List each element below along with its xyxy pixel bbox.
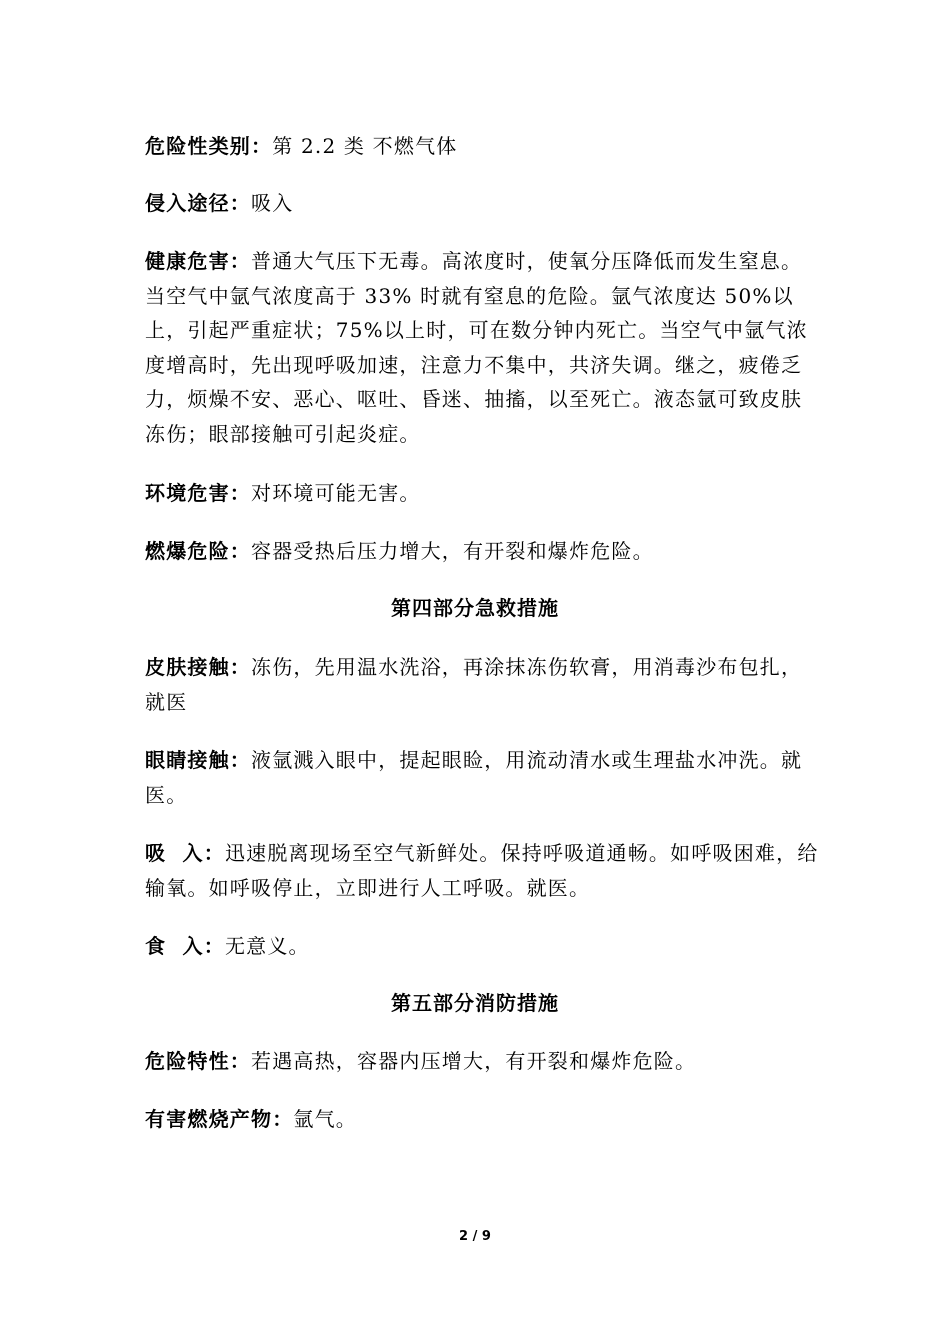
environment-hazard-label: 环境危害： bbox=[145, 481, 251, 505]
explosion-hazard-text: 容器受热后压力增大，有开裂和爆炸危险。 bbox=[251, 539, 654, 563]
eye-contact-text: 液氩溅入眼中，提起眼睑，用流动清水或生理盐水冲洗。就医。 bbox=[145, 748, 803, 807]
environment-hazard-paragraph bbox=[145, 476, 820, 511]
combustion-product-label: 有害燃烧产物： bbox=[145, 1107, 294, 1131]
entry-route-label: 侵入途径： bbox=[145, 191, 251, 215]
hazard-property-label: 危险特性： bbox=[145, 1049, 251, 1073]
skin-contact-paragraph bbox=[145, 650, 820, 719]
ingestion-text: 无意义。 bbox=[224, 934, 310, 958]
ingestion-label: 食 入： bbox=[145, 934, 225, 958]
eye-contact-paragraph bbox=[145, 743, 820, 812]
entry-route-text: 吸入 bbox=[251, 191, 294, 215]
page-number: 2 / 9 bbox=[459, 1229, 491, 1244]
explosion-hazard-paragraph bbox=[145, 534, 820, 569]
health-hazard-label: 健康危害： bbox=[145, 249, 251, 273]
combustion-product-paragraph bbox=[145, 1102, 820, 1137]
eye-contact-label: 眼睛接触： bbox=[145, 748, 251, 772]
skin-contact-label: 皮肤接触： bbox=[145, 655, 251, 679]
entry-route-paragraph bbox=[145, 186, 820, 221]
hazard-category-paragraph bbox=[145, 129, 820, 164]
health-hazard-text: 普通大气压下无毒。高浓度时，使氧分压降低而发生窒息。当空气中氩气浓度高于 33% 时就有窒息的危险。氩气浓度达 50%以上，引起严重症状；75%以上时，可在数分钟内死亡。当空气中氩气浓度增高时，先出现呼吸加速，注意力不集中，共济失调。继之，疲倦乏力，烦燥不安、恶心、呕吐、昏迷、抽搐，以至死亡。液态氩可致皮肤冻伤；眼部接触可引起炎症。 bbox=[145, 249, 808, 446]
part5-heading: 第五部分消防措施 bbox=[391, 991, 559, 1015]
hazard-property-paragraph bbox=[145, 1044, 820, 1079]
hazard-property-text: 若遇高热，容器内压增大，有开裂和爆炸危险。 bbox=[251, 1049, 697, 1073]
skin-contact-text: 冻伤，先用温水洗浴，再涂抹冻伤软膏，用消毒沙布包扎，就医 bbox=[145, 655, 803, 714]
environment-hazard-text: 对环境可能无害。 bbox=[251, 481, 421, 505]
ingestion-paragraph bbox=[145, 929, 820, 964]
hazard-category-label: 危险性类别： bbox=[145, 134, 273, 158]
part4-heading: 第四部分急救措施 bbox=[391, 596, 559, 620]
explosion-hazard-label: 燃爆危险： bbox=[145, 539, 251, 563]
inhalation-paragraph bbox=[145, 836, 820, 905]
health-hazard-paragraph bbox=[145, 244, 820, 451]
inhalation-label: 吸 入： bbox=[145, 841, 225, 865]
hazard-category-text: 第 2.2 类 不燃气体 bbox=[272, 134, 458, 158]
inhalation-text: 迅速脱离现场至空气新鲜处。保持呼吸道通畅。如呼吸困难，给输氧。如呼吸停止，立即进行人工呼吸。就医。 bbox=[145, 841, 819, 900]
combustion-product-text: 氩气。 bbox=[293, 1107, 358, 1131]
